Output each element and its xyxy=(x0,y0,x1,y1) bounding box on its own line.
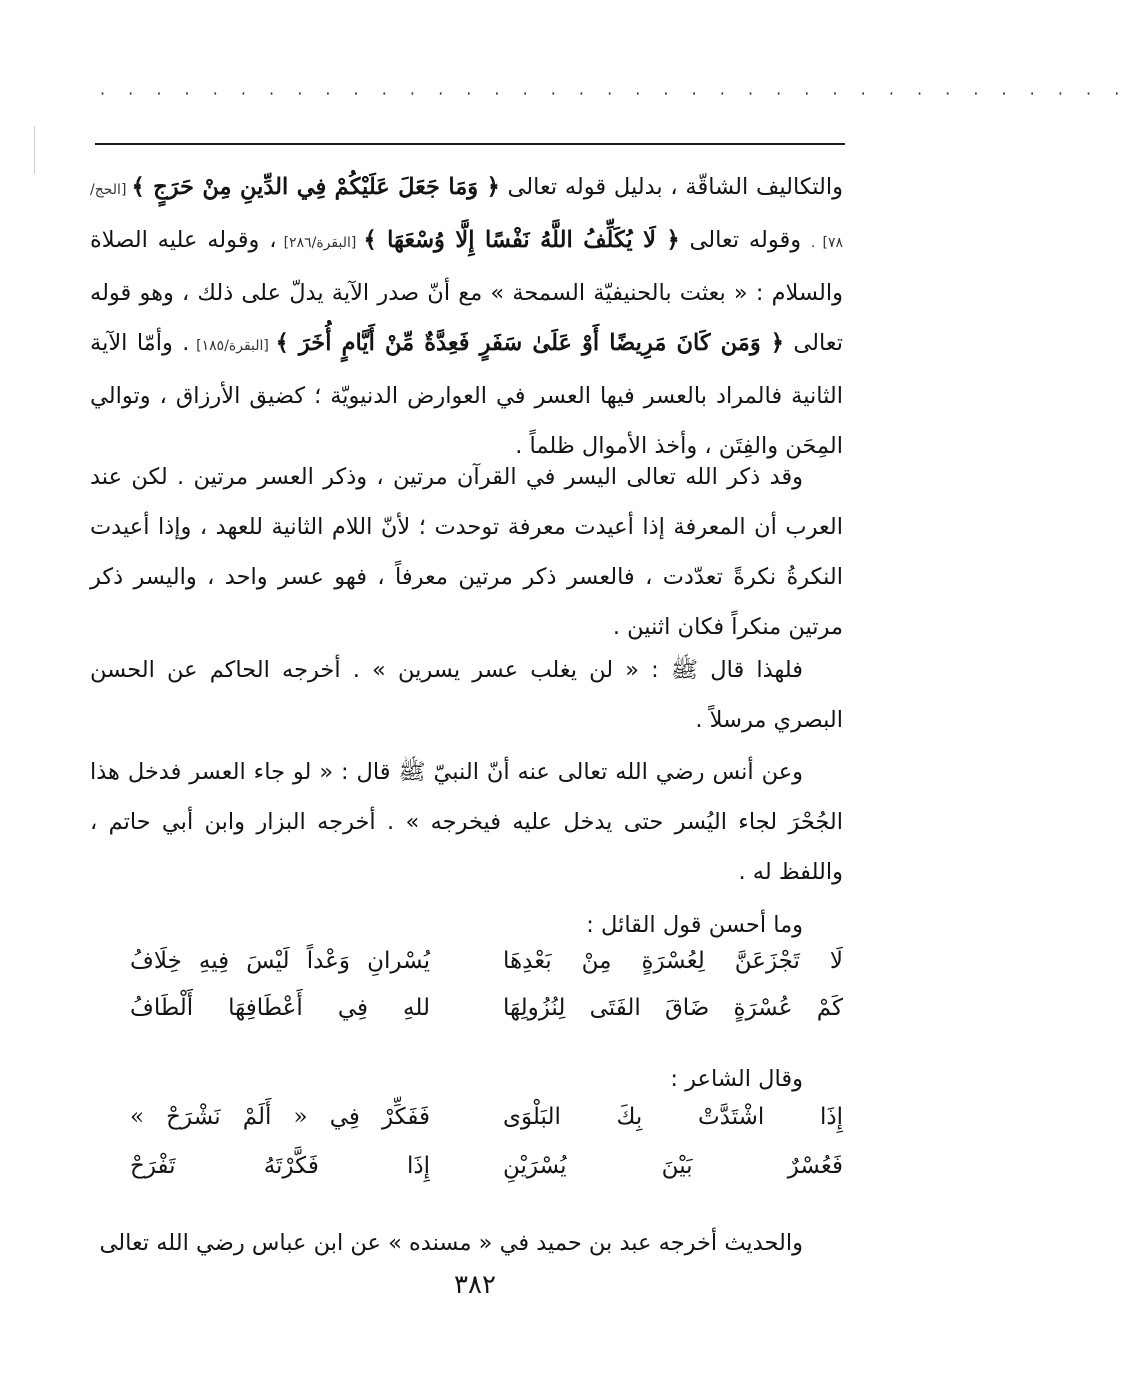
poem-verse xyxy=(90,1104,843,1144)
paragraph-definite-indefinite xyxy=(90,452,843,652)
poem-intro-2 xyxy=(90,1054,843,1104)
scan-margin-mark xyxy=(34,126,35,174)
verse-first-hemistich: فَعُسْرٌ بَيْنَ يُسْرَيْنِ xyxy=(503,1153,843,1179)
paragraph-hadith-abd xyxy=(90,1218,843,1268)
verse-first-hemistich: كَمْ عُسْرَةٍ ضَاقَ الفَتَى لِنُزُولِهَا xyxy=(503,995,843,1021)
header-rule xyxy=(95,143,845,145)
paragraph-hadith-hakim xyxy=(90,645,843,745)
paragraph-hadith-anas xyxy=(90,747,843,897)
poem-verse xyxy=(90,948,843,988)
page-number: ٣٨٢ xyxy=(454,1270,496,1300)
verse-second-hemistich: فَفَكِّرْ فِي « أَلَمْ نَشْرَحْ » xyxy=(130,1104,430,1130)
paragraph-text: ، وقوله عليه الصلاة والسلام : « بعثت بالحنيفيّة السمحة » مع أنّ صدر الآية يدلّ على ذلك ، وهو قوله تعالى xyxy=(90,227,844,356)
verse-second-hemistich: إِذَا فَكَّرْتَهُ تَفْرَحْ xyxy=(130,1153,430,1179)
paragraph-text: وقد ذكر الله تعالى اليسر في القرآن مرتين ، وذكر العسر مرتين . لكن عند العرب أن المعرفة إذا أعيدت معرفة توحدت ؛ لأنّ اللام الثانية للعهد ، وإذا أعيدت النكرةُ نكرةً تعدّدت ، فالعسر ذكر مرتين معرفاً ، فهو عسر واحد ، واليسر ذكر مرتين منكراً فكان اثنين . xyxy=(90,464,843,640)
poem-verse xyxy=(90,995,843,1035)
paragraph-text: فلهذا قال ﷺ : « لن يغلب عسر يسرين » . أخرجه الحاكم عن الحسن البصري مرسلاً . xyxy=(90,657,843,733)
paragraph-hardships xyxy=(90,162,843,471)
surah-citation-baqarah-185: [البقرة/١٨٥] xyxy=(189,338,276,354)
poem-intro-1 xyxy=(90,900,843,950)
verse-first-hemistich: إِذَا اشْتَدَّتْ بِكَ البَلْوَى xyxy=(503,1104,843,1130)
quran-verse-baqarah-185: ﴿ وَمَن كَانَ مَرِيضًا أَوْ عَلَىٰ سَفَرٍ فَعِدَّةٌ مِّنْ أَيَّامٍ أُخَرَ ﴾ xyxy=(275,330,784,356)
paragraph-text: والتكاليف الشاقّة ، بدليل قوله تعالى xyxy=(499,174,844,200)
paragraph-text: . وأمّا الآية الثانية فالمراد بالعسر فيها العسر في العوارض الدنيويّة ؛ كضيق الأرزاق ، وتوالي المِحَن والفِتَن ، وأخذ الأموال ظلماً . xyxy=(90,330,843,459)
verse-second-hemistich: للهِ فِي أَعْطَافِهَا أَلْطَافُ xyxy=(130,995,430,1021)
header-dotted-line: · · · · · · · · · · · · · · · · · · · · · · · · · · · · · · · · · · · · · xyxy=(100,84,1128,103)
surah-citation-hajj: [الحج/٧٨] . xyxy=(90,182,843,251)
verse-second-hemistich: يُسْرانِ وَعْداً لَيْسَ فِيهِ خِلَافُ xyxy=(130,948,430,974)
quran-verse-baqarah-286: ﴿ لَا يُكَلِّفُ اللَّهُ نَفْسًا إِلَّا وُسْعَهَا ﴾ xyxy=(363,227,680,253)
paragraph-text: وما أحسن قول القائل : xyxy=(586,912,803,938)
paragraph-text: وعن أنس رضي الله تعالى عنه أنّ النبيّ ﷺ قال : « لو جاء العسر فدخل هذا الجُحْرَ لجاء اليُسر حتى يدخل عليه فيخرجه » . أخرجه البزار وابن أبي حاتم ، واللفظ له . xyxy=(90,759,843,885)
quran-verse-hajj: ﴿ وَمَا جَعَلَ عَلَيْكُمْ فِي الدِّينِ مِنْ حَرَجٍ ﴾ xyxy=(131,174,500,200)
surah-citation-baqarah-286: [البقرة/٢٨٦] xyxy=(276,235,364,251)
paragraph-text: وقال الشاعر : xyxy=(670,1066,803,1092)
paragraph-text: وقوله تعالى xyxy=(679,227,802,253)
poem-verse xyxy=(90,1153,843,1193)
verse-first-hemistich: لَا تَجْزَعَنَّ لِعُسْرَةٍ مِنْ بَعْدِهَا xyxy=(503,948,843,974)
paragraph-text: والحديث أخرجه عبد بن حميد في « مسنده » عن ابن عباس رضي الله تعالى xyxy=(99,1230,803,1256)
